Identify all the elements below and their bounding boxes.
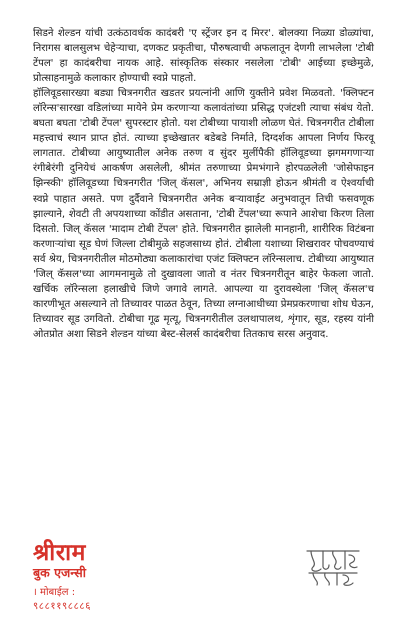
blurb-paragraph-2: हॉलिवूडसारख्या बड्या चित्रनगरीत खडतर प्रयत्नांनी आणि युक्तीने प्रवेश मिळवतो. 'क्लिफ्टन लॉरेन्स'सारखा वडिलांच्या मायेने प्रेम करणाऱ्या कलावंतांच्या प्रसिद्ध एजंटशी त्याचा संबंध येतो. बघता बघता 'टोबी टेंपल' सुपरस्टार होतो. यश टोबीच्या पायाशी लोळण घेतं. चित्रनगरीत टोबीला महत्त्वाचं स्थान प्राप्त होतं. त्याच्या इच्छेखातर बडेबडे निर्माते, दिग्दर्शक आपला निर्णय फिरवू लागतात. टोबीच्या आयुष्यातील अनेक तरुण व सुंदर मुलींपैकी हॉलिवूडच्या झगमगणाऱ्या रंगीबेरंगी दुनियेचं आकर्षण असलेली, श्रीमंत तरुणाच्या प्रेमभंगाने होरपळलेली 'जोसेफाइन झिन्स्की' हॉलिवूडच्या चित्रनगरीत 'जिल् कॅसल', अभिनय सम्राज्ञी होऊन श्रीमंती व ऐश्वर्याची स्वप्ने पाहात असते. पण दुर्दैवाने चित्रनगरीत अनेक बऱ्यावाईट अनुभवातून तिची फसवणूक झाल्याने, शेवटी ती अपयशाच्या कोंडीत असताना, 'टोबी टेंपल'च्या रूपाने आशेचा किरण तिला दिसतो. जिल् कॅसल 'मादाम टोबी टेंपल' होते. चित्रनगरीत झालेली मानहानी, शारीरिक विटंबना करणाऱ्यांचा सूड घेणं जिल्ला टोबीमुळे सहजसाध्य होतं. टोबीला यशाच्या शिखरावर पोचवण्याचं सर्व श्रेय, चित्रनगरीतील मोठमोठ्या कलाकारांचा एजंट क्लिफ्टन लॉरेन्सलाच. टोबीच्या आयुष्यात 'जिल् कॅसल'च्या आगमनामुळे तो दुखावला जातो व नंतर चित्रनगरीतून बाहेर फेकला जातो. खर्चिक लॉरेन्सला हलाखीचे जिणे जगावे लागते. आपल्या या दुरावस्थेला 'जिल् कॅसल'च कारणीभूत असल्याने तो तिच्यावर पाळत ठेवून, तिच्या लग्नाआधीच्या प्रेमप्रकरणाचा शोध घेऊन, तिच्यावर सूड उगवितो. टोबीचा गूढ मृत्यू, चित्रनगरीतील उलथापालथ, शृंगार, सूड, रहस्य यांनी ओतप्रोत अशा सिडने शेल्डन यांच्या बेस्ट-सेलर्स कादंबरीचा तितकाच सरस अनुवाद. — [33, 88, 374, 340]
book-blurb — [33, 26, 374, 342]
signature-icon — [303, 545, 363, 587]
publisher-name: श्रीराम — [33, 540, 86, 566]
designer-signature — [303, 545, 363, 587]
publisher-subtitle: बुक एजन्सी — [33, 565, 86, 580]
publisher-mobile-label: । मोबाईल : — [33, 587, 76, 598]
publisher-block — [33, 540, 153, 613]
blurb-paragraph-1: सिडने शेल्डन यांची उत्कंठावर्धक कादंबरी 'ए स्ट्रेंजर इन द मिरर'. बोलक्या निळ्या डोळ्यांचा, निरागस बालसुलभ चेहेऱ्याचा, दणकट प्रकृतीचा, पौरुषत्वाची अफलातून देणगी लाभलेला 'टोबी टेंपल' हा कादंबरीचा नायक आहे. सांस्कृतिक संस्कार नसलेला 'टोबी' आईच्या इच्छेमुळे, प्रोत्साहनामुळे कलाकार होण्याची स्वप्ने पाहतो. — [33, 28, 374, 85]
publisher-mobile-number: ९८८११९८८८६ — [33, 601, 91, 612]
